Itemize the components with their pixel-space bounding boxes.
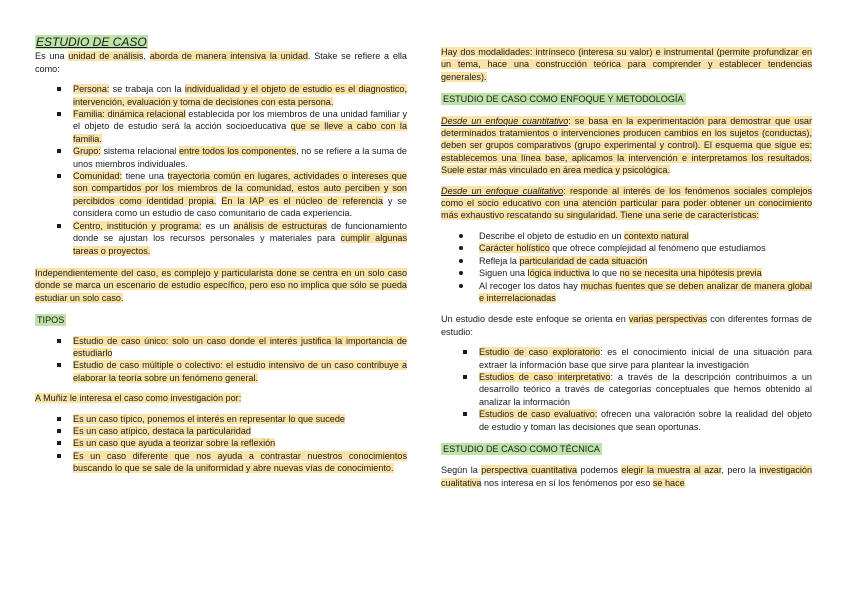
cuantitativo-paragraph: Desde un enfoque cuantitativo: se basa en la experimentación para demostrar que usar determinados tratamientos o intervenciones producen cambios en los sujetos (conductas), deben ser grupos comparativos (grupo experimental y control). El esquema que sigue es: establecemos una línea base, aplicamos la intervención e interpretamos los resultados. Suele estar más vinculado en área medica y psicológica. (441, 115, 812, 176)
estudios-list (441, 346, 812, 433)
muniz-list (35, 413, 407, 475)
list-item: Es un caso atípico, destaca la particularidad (73, 425, 407, 437)
list-item: Estudios de caso evaluativo: ofrecen una valoración sobre la realidad del objeto de estudio y toman las decisiones que sean oportunas. (479, 409, 812, 432)
list-item: Grupo: sistema relacional entre todos los componentes, no se refiere a la suma de unos miembros individuales. (73, 146, 407, 169)
intro-paragraph: Es una unidad de análisis, aborda de manera intensiva la unidad. Stake se refiere a ella como: (35, 51, 407, 74)
list-item: Familia: dinámica relacional establecida por los miembros de una unidad familiar y el objeto de estudio será la acción socioeducativa que se lleve a cabo con la familia. (73, 109, 408, 144)
tipos-list (35, 335, 407, 385)
list-item: Es un caso diferente que nos ayuda a contrastar nuestros conocimientos buscando lo que se sale de la uniformidad y abre nuevas vías de conocimiento. (73, 450, 407, 474)
right-column (441, 46, 812, 489)
case-types-list (35, 83, 407, 257)
list-item: Persona: se trabaja con la individualidad y el objeto de estudio es el diagnostico, intervención, evaluación y toma de decisiones con esta persona. (73, 84, 407, 107)
list-item: Estudios de caso interpretativo: a través de la descripción contribuimos a un desarrollo teórico a través de categorías conceptuales que hemos obtenido al analizar la información (479, 371, 812, 407)
list-item: Describe el objeto de estudio en un contexto natural (479, 230, 812, 242)
list-item: Refleja la particularidad de cada situación (479, 255, 812, 267)
tecnica-paragraph: Según la perspectiva cuantitativa podemos elegir la muestra al azar, pero la investigación cualitativa nos interesa en sí los fenómenos por eso se hace (441, 465, 812, 488)
tipos-heading: TIPOS (37, 315, 65, 326)
page-title: ESTUDIO DE CASO (36, 35, 147, 49)
list-item: Es un caso típico, ponemos el interés en representar lo que sucede (73, 413, 407, 425)
list-item: Estudio de caso exploratorio: es el conocimiento inicial de una situación para extraer la información base que sirve para plantear la investigación (479, 347, 812, 370)
caracteristicas-list (441, 230, 812, 304)
enfoque-heading: ESTUDIO DE CASO COMO ENFOQUE Y METODOLOGÍA (443, 94, 684, 105)
perspectivas-paragraph: Un estudio desde este enfoque se orienta en varias perspectivas con diferentes formas de estudio: (441, 314, 812, 337)
list-item: Centro, institución y programa: es un análisis de estructuras de funcionamiento donde se ajustan los recursos personales y materiales para cumplir algunas tareas o proyectos. (73, 220, 408, 256)
left-column (35, 36, 407, 475)
list-item: Carácter holístico que ofrece complejidad al fenómeno que estudiamos (479, 242, 812, 254)
independent-paragraph: Independientemente del caso, es complejo y particularista done se centra en un solo caso donde se marca un escenario de estudio específico, pero eso no implica que sólo se pueda estudiar un solo caso. (35, 267, 407, 303)
modalidades-paragraph: Hay dos modalidades: intrínseco (interesa su valor) e instrumental (permite profundizar en un tema, hace una construcción teórica para comprender y establecer tendencias generales). (441, 47, 812, 82)
list-item: Al recoger los datos hay muchas fuentes que se deben analizar de manera global e interrelacionadas (479, 280, 813, 303)
list-item: Estudio de caso múltiple o colectivo: el estudio intensivo de un caso contribuye a elaborar la teoría sobre un fenómeno general. (73, 360, 407, 383)
muniz-intro: A Muñiz le interesa el caso como investigación por: (35, 393, 242, 404)
list-item: Estudio de caso único: solo un caso donde el interés justifica la importancia de estudiarlo (73, 335, 407, 358)
list-item: Siguen una lógica inductiva lo que no se necesita una hipótesis previa (479, 267, 812, 279)
list-item: Es un caso que ayuda a teorizar sobre la reflexión (73, 437, 407, 449)
cualitativo-paragraph: Desde un enfoque cualitativo: responde al interés de los fenómenos sociales complejos como el socio educativo con una atención particular para poder obtener un conocimiento más exhaustivo rescatando su singularidad. Tiene una serie de características: (441, 185, 813, 221)
tecnica-heading: ESTUDIO DE CASO COMO TÉCNICA (443, 443, 600, 454)
list-item: Comunidad: tiene una trayectoria común en lugares, actividades o intereses que son compartidos por los miembros de la comunidad, estos auto perciben y son percibidos como identidad propia. En la IAP es el núcleo de referencia y se considera como un estudio de caso comunitario de cada experiencia. (73, 171, 407, 219)
